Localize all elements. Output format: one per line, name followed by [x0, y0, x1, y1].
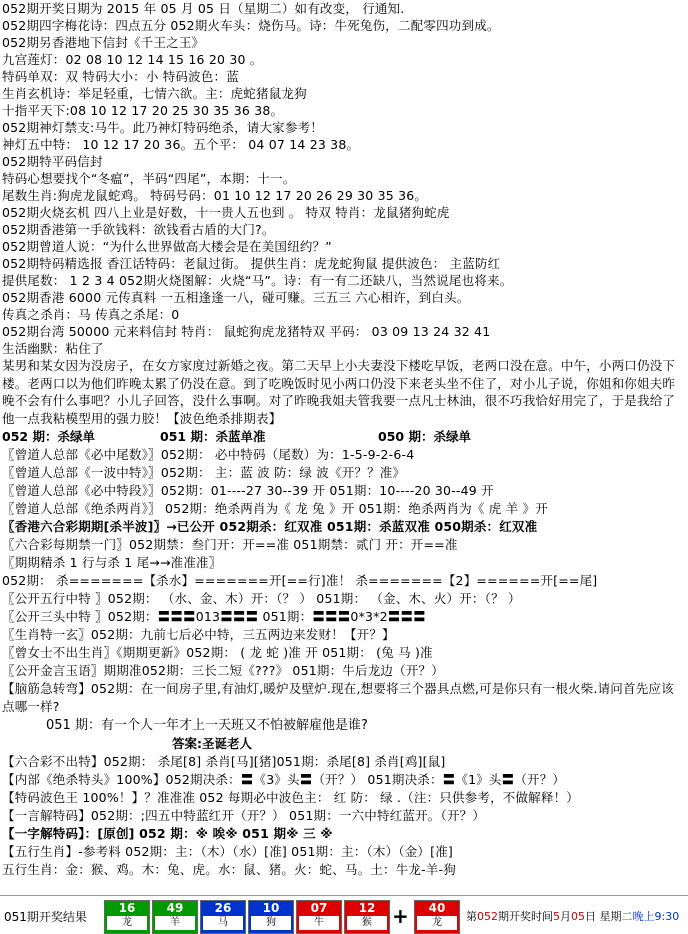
- result-ball: [104, 900, 150, 934]
- line-21: 生活幽默：粘住了: [2, 341, 104, 356]
- line3-7: 五行生肖：金：猴、鸡。木：兔、虎。水：鼠、猪。火：蛇、马。土：牛龙-羊-狗: [2, 862, 456, 877]
- ball-zodiac: 牛: [299, 916, 339, 930]
- draw-results-bar: [0, 898, 688, 934]
- result-ball: [152, 900, 198, 934]
- line2-10: 〖公开三头中特 〗052期：〓〓〓013〓〓〓 051期：〓〓〓0*3*2〓〓〓: [2, 609, 426, 624]
- ball-zodiac: 龙: [417, 916, 457, 930]
- ball-zodiac: 龙: [107, 916, 147, 930]
- line3-5: 【一字解特码】：[原创] 052 期：※ 唉※ 051 期※ 三 ※: [2, 826, 333, 841]
- line2-12: 〖曾女士不出生肖〗《期期更新》052期： ( 龙 蛇 )准 开 051期： (兔 马 )准: [2, 645, 433, 660]
- line-14: 052期香港第一手欲钱料：欲钱看古盾的大门?。: [2, 222, 275, 237]
- next-draw-info: [466, 908, 679, 924]
- results-label: 051期开奖结果: [4, 910, 87, 924]
- line-8: 052期神灯禁支:马牛。此乃神灯特码绝杀，请大家参考！: [2, 120, 323, 135]
- line-11: 特码心想要找个“冬瘟”，半码“四尾”，本期：十一。: [2, 171, 296, 186]
- line3-1: 【六合彩不出特】052期： 杀尾[8] 杀肖[马][猪]051期：杀尾[8] 杀肖[鸡][鼠]: [2, 754, 446, 769]
- next-prefix: 第: [466, 910, 477, 923]
- ball-number: 10: [262, 901, 280, 915]
- line-12: 尾数生肖:狗虎龙鼠蛇鸡。 特码号码：01 10 12 17 20 26 29 30 35 36。: [2, 188, 428, 203]
- line3-4: 【一言解特码】052期：;四五中特蓝红开（开？） 051期：一六中特红蓝开。（开？）: [2, 808, 486, 823]
- ball-number: 12: [358, 901, 376, 915]
- line-20: 052期台湾 50000 元来料信封 特肖： 鼠蛇狗虎龙猪特双 平码： 03 09 13 24 32 41: [2, 324, 491, 339]
- line2-7: 〖期期精杀 1 行与杀 1 尾→→准准准〗: [2, 555, 222, 570]
- line-7: 十指平天下:08 10 12 17 20 25 30 35 36 38。: [2, 103, 284, 118]
- result-ball: [200, 900, 246, 934]
- next-weekday-label: 日 星期: [585, 910, 622, 923]
- ball-zodiac: 羊: [155, 916, 195, 930]
- kill-051: 051 期：杀蓝单准: [160, 429, 266, 444]
- line2-1: 〖曾道人总部《必中尾数》〗052期： 必中特码（尾数）为：1-5-9-2-6-4: [2, 447, 415, 462]
- line2-4: 〖曾道人总部《绝杀两肖》〗 052期：绝杀两肖为《 龙 兔 》开 051期：绝杀两肖为《 虎 羊 》开: [2, 501, 548, 516]
- next-issue: 052: [477, 910, 498, 923]
- ball-number: 07: [310, 901, 328, 915]
- result-ball: [296, 900, 342, 934]
- special-ball: [414, 900, 460, 934]
- line-4: 九宫莲灯：02 08 10 12 14 15 16 20 30 。: [2, 52, 263, 67]
- line-16: 052期特码精选报 香江话特码：老鼠过街。 提供生肖：虎龙蛇狗鼠 提供波色： 主蓝防红: [2, 256, 501, 271]
- ball-zodiac: 猴: [347, 916, 387, 930]
- ball-zodiac: 马: [203, 916, 243, 930]
- joke-paragraph: 某男和某女因为没房子，在女方家度过新婚之夜。第二天早上小夫妻没下楼吃早饭，老两口没在意。中午，小两口仍没下楼。老两口以为他们昨晚太累了仍没在意。到了吃晚饭时见小两口仍没下来老头坐不住了，对小儿子说，你姐和你姐夫昨晚不会有什么事吧？小儿子回答，没什么事啊。对了昨晚我姐夫管我要一点凡士林油，很不巧我恰好用完了，于是我给了他一点我粘模型用的强力胶！【波色绝杀排期表】: [2, 358, 676, 426]
- line-15: 052期曾道人说：“为什么世界做高大楼会是在美国纽约？”: [2, 239, 332, 254]
- line-3: 052期另香港地下信封《千王之王》: [2, 35, 205, 50]
- next-time: 二晚上9:30: [621, 910, 680, 923]
- riddle: 051 期：有一个人一年才上一天班又不怕被解雇他是谁?: [46, 718, 368, 733]
- line-19: 传真之杀肖：马 传真之杀尾：0: [2, 307, 180, 322]
- line-5: 特码单双：双 特码大小：小 特码波色：蓝: [2, 69, 239, 84]
- line-13: 052期火烧玄机 四八上业是好数，十一贵人五也到 。 特双 特肖：龙鼠猪狗蛇虎: [2, 205, 450, 220]
- line2-6: 〖六合彩每期禁一门〗052期禁：叁门开：开==准 051期禁：贰门 开：开==准: [2, 537, 458, 552]
- plus-sign: +: [392, 904, 409, 928]
- kill-052: 052 期：杀绿单: [2, 429, 95, 444]
- next-mid: 期开奖时间: [498, 910, 553, 923]
- line2-9: 〖公开五行中特 〗052期： （水、金、木）开：（？ ） 051期： （金、木、火）开：（？ ）: [2, 591, 521, 606]
- line2-3: 〖曾道人总部《必中特段》〗052期：01----27 30--39 开 051期：10----20 30--49 开: [2, 483, 494, 498]
- line3-2: 【内部《绝杀特头》100%】052期决杀：〓《3》头〓（开？） 051期决杀：〓《1》头〓（开？）: [2, 772, 566, 787]
- line2-13: 〖公开金言玉语〗期期准052期：三长二短《???》 051期：牛后龙边（开？）: [2, 663, 444, 678]
- next-month-unit: 月: [560, 910, 571, 923]
- ball-number: 26: [214, 901, 232, 915]
- line-9: 神灯五中特： 10 12 17 20 36。五个平： 04 07 14 23 38。: [2, 137, 360, 152]
- line-2: 052期四字梅花诗：四点五分 052期火车头：烧伤马。诗：牛死兔伤，二配零四功到成。: [2, 18, 500, 33]
- ball-number: 16: [118, 901, 136, 915]
- line3-6: 【五行生肖】-参考料 052期：主：（木）（水）[准] 051期：主：（木）（金）[准]: [2, 844, 453, 859]
- kill-050: 050 期：杀绿单: [378, 429, 471, 444]
- ball-number: 49: [166, 901, 184, 915]
- line2-11: 〖生肖特一玄〗052期：九前七后必中特，三五两边来发财！【开？】: [2, 627, 395, 642]
- brain-teaser: 【脑筋急转弯】052期：在一间房子里,有油灯,暖炉及壁炉.现在,想要将三个器具点燃,可是你只有一根火柴.请问首先应该点哪一样?: [2, 681, 674, 714]
- ball-zodiac: 狗: [251, 916, 291, 930]
- line-10: 052期特平码信封: [2, 154, 103, 169]
- ball-number: 40: [428, 901, 446, 915]
- riddle-answer: 答案:圣诞老人: [172, 736, 252, 751]
- next-day: 05: [571, 910, 585, 923]
- line-6: 生肖玄机诗：举足轻重，七情六欲。主：虎蛇猪鼠龙狗: [2, 86, 307, 101]
- line-18: 052期香港 6000 元传真料 一五相逢逢一八，碰可赚。三五三 六心相许，到白头。: [2, 290, 470, 305]
- next-month: 5: [553, 910, 560, 923]
- line2-8: 052期： 杀=======【杀水】=======开[==行]准！ 杀=======【2】======开[==尾]: [2, 573, 598, 588]
- divider: [0, 895, 688, 896]
- result-ball: [248, 900, 294, 934]
- line3-3: 【特码波色王 100%！】？准准准 052 每期必中波色主： 红 防： 绿 .（注：只供参考，不做解释！）: [2, 790, 579, 805]
- line-1: 052期开奖日期为 2015 年 05 月 05 日（星期二）如有改变， 行通知.: [2, 1, 405, 16]
- result-ball: [344, 900, 390, 934]
- line2-2: 〖曾道人总部《一波中特》〗052期： 主：蓝 波 防：绿 波《开？？准》: [2, 465, 406, 480]
- line-17: 提供尾数： 1 2 3 4 052期火烧图解：火烧“马”。诗：有一有二还缺八，当然说尾也将来。: [2, 273, 513, 288]
- line2-5: 〖香港六合彩期期[杀半波]〗→已公开 052期杀：红双准 051期：杀蓝双准 050期杀：红双准: [2, 519, 538, 534]
